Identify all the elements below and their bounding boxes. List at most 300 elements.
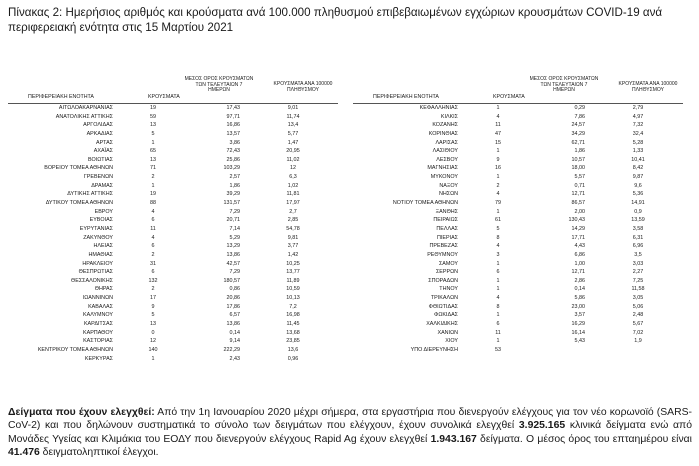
cases-cell: 88: [150, 200, 156, 207]
per100k-cell: 14,91: [631, 200, 645, 207]
cases-cell: 47: [495, 130, 501, 137]
region-header: ΠΕΡΙΦΕΡΕΙΑΚΗ ΕΝΟΤΗΤΑ: [373, 94, 439, 100]
per100k-cell: 10,25: [286, 260, 300, 267]
region-cell: ΛΑΣΙΘΙΟΥ: [432, 148, 458, 155]
table-body: [353, 104, 683, 355]
avg-cell: 5,29: [229, 234, 240, 241]
per100k-cell: 3,58: [632, 225, 644, 232]
per100k-cell: 10,41: [631, 156, 645, 163]
table-row: [353, 199, 683, 208]
cases-cell: 1: [496, 286, 500, 293]
per100k-cell: 9,6: [634, 182, 642, 189]
per100k-cell: 11,58: [631, 286, 645, 293]
per100k-cell: 1,47: [287, 139, 299, 146]
avg-cell: 7,29: [229, 208, 240, 215]
table-row: [353, 346, 683, 355]
avg-cell: 62,71: [571, 139, 585, 146]
cases-cell: 11: [495, 122, 501, 129]
avg-cell: 20,86: [226, 295, 240, 302]
footer-text: δειγματοληπτικοί έλεγχοι.: [39, 447, 159, 459]
table-row: [8, 216, 338, 225]
per100k-cell: 6,96: [632, 243, 644, 250]
cases-cell: 1: [496, 148, 500, 155]
cases-cell: 12: [150, 338, 156, 345]
table-row: [353, 242, 683, 251]
region-cell: ΑΡΓΟΛΙΔΑΣ: [83, 122, 113, 129]
avg-cell: 130,43: [568, 217, 585, 224]
region-cell: ΠΙΕΡΙΑΣ: [436, 234, 458, 241]
per100k-cell: 0,96: [287, 355, 299, 362]
per100k-cell: 8,42: [632, 165, 644, 172]
table-row: [353, 285, 683, 294]
region-cell: ΘΕΣΣΑΛΟΝΙΚΗΣ: [71, 277, 113, 284]
avg-cell: 16,86: [226, 122, 240, 129]
avg-cell: 2,00: [574, 208, 585, 215]
avg-cell: 13,57: [226, 130, 240, 137]
per100k-cell: 1,02: [287, 182, 299, 189]
per100k-cell: 3,5: [634, 251, 642, 258]
per100k-cell: 54,78: [286, 225, 300, 232]
table-row: [353, 294, 683, 303]
per100k-cell: 9,01: [287, 105, 299, 111]
table-row: [353, 234, 683, 243]
per100k-cell: 5,28: [632, 139, 644, 146]
region-header: ΠΕΡΙΦΕΡΕΙΑΚΗ ΕΝΟΤΗΤΑ: [28, 94, 94, 100]
region-cell: ΤΗΝΟΥ: [439, 286, 458, 293]
column-header-row: [353, 94, 683, 103]
table-body: [8, 104, 338, 363]
cases-cell: 5: [151, 130, 155, 137]
footer-text: δείγματα. Ο μέσος όρος του επταημέρου είναι: [476, 433, 692, 445]
region-cell: ΧΑΛΚΙΔΙΚΗΣ: [426, 321, 458, 328]
region-cell: ΗΡΑΚΛΕΙΟΥ: [82, 260, 113, 267]
region-cell: ΝΗΣΩΝ: [438, 191, 458, 198]
per100k-cell: 13,77: [286, 269, 300, 276]
table-row: [353, 164, 683, 173]
region-cell: ΚΑΡΔΙΤΣΑΣ: [83, 321, 113, 328]
table-row: [8, 104, 338, 113]
cases-cell: 132: [148, 277, 158, 284]
cases-cell: 71: [150, 165, 156, 172]
per100k-cell: 13,68: [286, 329, 300, 336]
avg-cell: 16,14: [571, 329, 585, 336]
per100k-cell: 10,59: [286, 286, 300, 293]
per100k-cell: 32,4: [632, 130, 644, 137]
table-row: [8, 242, 338, 251]
table-row: [8, 260, 338, 269]
region-cell: ΣΕΡΡΩΝ: [435, 269, 458, 276]
per100k-cell: 13,59: [631, 217, 645, 224]
avg-cell: 13,86: [226, 321, 240, 328]
avg-cell: 0,86: [229, 286, 240, 293]
table-row: [8, 139, 338, 148]
per100k-cell: 11,45: [286, 321, 300, 328]
cases-cell: 1: [496, 105, 500, 111]
avg-cell: 222,29: [223, 346, 240, 353]
column-header-row: [8, 94, 338, 103]
region-cell: ΧΙΟΥ: [445, 338, 458, 345]
avg-cell: 9,14: [229, 338, 240, 345]
region-cell: ΚΕΝΤΡΙΚΟΥ ΤΟΜΕΑ ΑΘΗΝΩΝ: [37, 346, 113, 353]
per100k-cell: 11,81: [286, 191, 300, 198]
region-cell: ΡΕΘΥΜΝΟΥ: [427, 251, 458, 258]
cases-cell: 13: [150, 122, 156, 129]
avg-cell: 3,86: [229, 139, 240, 146]
table-row: [8, 320, 338, 329]
region-cell: ΕΥΡΥΤΑΝΙΑΣ: [79, 225, 113, 232]
cases-cell: 2: [151, 286, 155, 293]
table-row: [353, 208, 683, 217]
per100k-cell: 1,33: [632, 148, 644, 155]
per100k-cell: 4,97: [632, 113, 644, 120]
table-row: [8, 329, 338, 338]
region-cell: ΑΝΑΤΟΛΙΚΗΣ ΑΤΤΙΚΗΣ: [55, 113, 113, 120]
region-cell: ΕΥΒΟΙΑΣ: [89, 217, 113, 224]
cases-cell: 1: [151, 182, 155, 189]
cases-cell: 4: [151, 208, 155, 215]
table-row: [8, 294, 338, 303]
table-row: [353, 173, 683, 182]
avg-cell: 39,29: [226, 191, 240, 198]
avg-cell: 103,29: [223, 165, 240, 172]
cases-cell: 0: [151, 329, 155, 336]
avg-header-line: ΤΩΝ ΤΕΛΕΥΤΑΙΩΝ 7: [540, 81, 588, 88]
cases-cell: 11: [495, 329, 501, 336]
avg-cell: 6,86: [574, 251, 585, 258]
region-cell: ΒΟΡΕΙΟΥ ΤΟΜΕΑ ΑΘΗΝΩΝ: [44, 165, 113, 172]
per100k-cell: 23,85: [286, 338, 300, 345]
avg-cell: 86,57: [571, 200, 585, 207]
avg-cell: 16,29: [571, 321, 585, 328]
table-row: [353, 225, 683, 234]
per100k-cell: 5,06: [632, 303, 644, 310]
table-row: [353, 113, 683, 122]
avg-header-line: ΜΕΣΟΣ ΟΡΟΣ ΚΡΟΥΣΜΑΤΩΝ: [529, 76, 599, 82]
table-row: [8, 268, 338, 277]
region-cell: ΠΡΕΒΕΖΑΣ: [429, 243, 458, 250]
table-row: [8, 251, 338, 260]
avg-cell: 12,71: [571, 191, 585, 198]
rapid-total: 1.943.167: [430, 433, 477, 445]
avg-cell: 1,00: [574, 260, 585, 267]
cases-cell: 1: [151, 355, 155, 362]
per100k-cell: 2,48: [632, 312, 644, 319]
table-row: [8, 277, 338, 286]
table-row: [353, 268, 683, 277]
cases-cell: 59: [150, 113, 156, 120]
avg-cell: 5,86: [574, 295, 585, 302]
per100k-cell: 7,25: [632, 277, 644, 284]
table-row: [8, 182, 338, 191]
avg-tests: 41.476: [8, 447, 40, 459]
region-cell: ΚΑΛΥΜΝΟΥ: [83, 312, 113, 319]
region-cell: ΕΒΡΟΥ: [94, 208, 113, 215]
region-cell: ΣΑΜΟΥ: [438, 260, 458, 267]
region-cell: ΝΟΤΙΟΥ ΤΟΜΕΑ ΑΘΗΝΩΝ: [392, 200, 458, 207]
region-cell: ΚΕΡΚΥΡΑΣ: [84, 355, 113, 362]
table-row: [8, 208, 338, 217]
table-row: [353, 303, 683, 312]
per100k-cell: 11,74: [286, 113, 300, 120]
avg-cell: 10,57: [571, 156, 585, 163]
region-cell: ΛΕΣΒΟΥ: [436, 156, 458, 163]
cases-cell: 3: [496, 251, 500, 258]
avg-cell: 2,86: [574, 277, 585, 284]
region-cell: ΚΑΣΤΟΡΙΑΣ: [83, 338, 113, 345]
table-row: [353, 320, 683, 329]
table-row: [353, 251, 683, 260]
table-row: [8, 121, 338, 130]
region-cell: ΔΥΤΙΚΗΣ ΑΤΤΙΚΗΣ: [67, 191, 113, 198]
per100k-cell: 3,05: [632, 295, 644, 302]
cases-cell: 5: [151, 312, 155, 319]
avg-cell: 18,00: [571, 165, 585, 172]
per100k-cell: 1,9: [634, 338, 642, 345]
cases-cell: 6: [496, 269, 500, 276]
region-cell: ΙΩΑΝΝΙΝΩΝ: [82, 295, 113, 302]
avg-cell: 3,57: [574, 312, 585, 319]
cases-cell: 53: [495, 346, 501, 353]
avg-cell: 4,43: [574, 243, 585, 250]
per100k-cell: 10,13: [286, 295, 300, 302]
per100k-cell: 6,3: [289, 174, 297, 181]
cases-cell: 31: [150, 260, 156, 267]
table-row: [8, 130, 338, 139]
cases-cell: 6: [151, 243, 155, 250]
per100k-cell: 20,95: [286, 148, 300, 155]
table-row: [8, 285, 338, 294]
cases-cell: 8: [496, 303, 500, 310]
cases-cell: 4: [496, 113, 500, 120]
region-cell: ΓΡΕΒΕΝΩΝ: [83, 174, 113, 181]
region-cell: ΠΕΛΛΑΣ: [436, 225, 458, 232]
per100k-cell: 5,77: [287, 130, 299, 137]
cases-cell: 6: [496, 321, 500, 328]
table-row: [8, 234, 338, 243]
cases-cell: 6: [151, 217, 155, 224]
per100k-header-line: ΠΛΗΘΥΣΜΟΥ: [632, 86, 664, 93]
avg-cell: 24,57: [571, 122, 585, 129]
per100k-cell: 2,7: [289, 208, 297, 215]
per100k-cell: 0,9: [634, 208, 642, 215]
per100k-cell: 7,2: [289, 303, 297, 310]
region-cell: ΜΑΓΝΗΣΙΑΣ: [427, 165, 458, 172]
per100k-cell: 5,36: [632, 191, 644, 198]
avg-cell: 12,71: [571, 269, 585, 276]
region-cell: ΥΠΟ ΔΙΕΡΕΥΝΗΣΗ: [410, 346, 458, 353]
avg-cell: 5,57: [574, 174, 585, 181]
cases-cell: 79: [495, 200, 501, 207]
table-row: [8, 113, 338, 122]
region-cell: ΦΘΙΩΤΙΔΑΣ: [428, 303, 458, 310]
table-row: [8, 355, 338, 364]
table-row: [353, 156, 683, 165]
table-row: [8, 190, 338, 199]
avg-header-line: ΜΕΣΟΣ ΟΡΟΣ ΚΡΟΥΣΜΑΤΩΝ: [184, 76, 254, 82]
table-row: [353, 104, 683, 113]
cases-cell: 4: [496, 295, 500, 302]
per100k-cell: 11,02: [286, 156, 300, 163]
avg-cell: 7,14: [229, 225, 240, 232]
per100k-cell: 6,31: [632, 234, 644, 241]
avg-cell: 97,71: [226, 113, 240, 120]
region-cell: ΧΑΝΙΩΝ: [437, 329, 458, 336]
region-cell: ΚΙΛΚΙΣ: [440, 113, 458, 120]
avg-cell: 13,86: [226, 251, 240, 258]
cases-cell: 19: [150, 105, 156, 111]
table-row: [353, 329, 683, 338]
table-title: Πίνακας 2: Ημερήσιος αριθμός και κρούσματα ανά 100.000 πληθυσμού επιβεβαιωμένων εγχώριων κρουσμάτων COVID-19 ανά περιφερειακή ενότητα στις 15 Μαρτίου 2021: [8, 6, 663, 34]
table-row: [353, 190, 683, 199]
cases-cell: 65: [150, 148, 156, 155]
cases-cell: 4: [151, 234, 155, 241]
avg-cell: 180,57: [223, 277, 240, 284]
footer-text: Από την 1η Ιανουαρίου 2020 μέχρι σήμερα, στα εργαστήρια που διενεργούν ελέγχους για τον νέο κορωνοϊό (SARS-CoV-2) και που δηλώνουν συστηματικά το σύνολο των δειγμάτων που ελέγχουν, έχουν συνολικά ελεγχθεί: [8, 407, 693, 432]
cases-cell: 2: [151, 174, 155, 181]
avg-cell: 2,57: [229, 174, 240, 181]
avg-cell: 20,71: [226, 217, 240, 224]
per100k-cell: 17,97: [286, 200, 300, 207]
cases-cell: 16: [495, 165, 501, 172]
per100k-cell: 2,85: [287, 217, 299, 224]
region-cell: ΔΥΤΙΚΟΥ ΤΟΜΕΑ ΑΘΗΝΩΝ: [45, 200, 113, 207]
per100k-header-line: ΚΡΟΥΣΜΑΤΑ ΑΝΑ 100000: [618, 81, 678, 87]
region-cell: ΑΙΤΩΛΟΑΚΑΡΝΑΝΙΑΣ: [58, 105, 113, 111]
cases-header: ΚΡΟΥΣΜΑΤΑ: [493, 94, 525, 100]
table-row: [8, 147, 338, 156]
region-cell: ΑΡΚΑΔΙΑΣ: [86, 130, 113, 137]
avg-cell: 72,43: [226, 148, 240, 155]
cases-cell: 2: [496, 182, 500, 189]
avg-cell: 1,86: [574, 148, 585, 155]
per100k-cell: 13,4: [287, 122, 299, 129]
region-cell: ΚΑΒΑΛΑΣ: [88, 303, 113, 310]
region-cell: ΛΑΡΙΣΑΣ: [435, 139, 458, 146]
table-row: [353, 130, 683, 139]
avg-cell: 17,86: [226, 303, 240, 310]
avg-header-line: ΗΜΕΡΩΝ: [553, 87, 575, 94]
cases-cell: 6: [151, 269, 155, 276]
cases-cell: 140: [148, 346, 158, 353]
footer-paragraph: [8, 406, 692, 460]
per100k-cell: 1,42: [287, 251, 299, 258]
region-cell: ΘΕΣΠΡΩΤΙΑΣ: [78, 269, 113, 276]
cases-cell: 2: [151, 251, 155, 258]
per100k-cell: 2,79: [632, 105, 644, 111]
region-cell: ΑΡΤΑΣ: [95, 139, 113, 146]
avg-header-line: ΤΩΝ ΤΕΛΕΥΤΑΙΩΝ 7: [195, 81, 243, 88]
table-row: [8, 164, 338, 173]
table-row: [8, 346, 338, 355]
footer-label: Δείγματα που έχουν ελεγχθεί:: [8, 407, 155, 418]
table-row: [353, 139, 683, 148]
table-row: [8, 199, 338, 208]
cases-cell: 4: [496, 191, 500, 198]
per100k-cell: 13,6: [287, 346, 299, 353]
region-cell: ΒΟΙΩΤΙΑΣ: [87, 156, 113, 163]
cases-cell: 1: [496, 260, 500, 267]
per100k-cell: 11,89: [286, 277, 300, 284]
region-cell: ΠΕΙΡΑΙΩΣ: [433, 217, 458, 224]
per100k-cell: 16,98: [286, 312, 300, 319]
avg-cell: 23,00: [571, 303, 585, 310]
cases-cell: 4: [496, 243, 500, 250]
table-row: [8, 173, 338, 182]
avg-cell: 17,43: [226, 105, 240, 111]
region-cell: ΞΑΝΘΗΣ: [435, 208, 458, 215]
region-cell: ΘΗΡΑΣ: [94, 286, 113, 293]
region-cell: ΚΑΡΠΑΘΟΥ: [83, 329, 113, 336]
cases-cell: 11: [150, 225, 156, 232]
cases-cell: 13: [150, 321, 156, 328]
avg-cell: 5,43: [574, 338, 585, 345]
table-row: [8, 337, 338, 346]
cases-cell: 9: [151, 303, 155, 310]
region-cell: ΗΛΕΙΑΣ: [93, 243, 113, 250]
region-cell: ΖΑΚΥΝΘΟΥ: [83, 234, 113, 241]
table-row: [353, 260, 683, 269]
avg-cell: 0,14: [229, 329, 240, 336]
region-cell: ΑΧΑΪΑΣ: [93, 148, 113, 155]
table-row: [353, 147, 683, 156]
cases-cell: 1: [496, 174, 500, 181]
avg-cell: 17,71: [571, 234, 585, 241]
table-row: [8, 303, 338, 312]
per100k-cell: 3,77: [287, 243, 299, 250]
cases-cell: 8: [496, 234, 500, 241]
avg-cell: 131,57: [223, 200, 240, 207]
region-cell: ΚΟΖΑΝΗΣ: [432, 122, 458, 129]
region-cell: ΤΡΙΚΑΛΩΝ: [430, 295, 458, 302]
region-cell: ΦΩΚΙΔΑΣ: [434, 312, 458, 319]
cases-cell: 9: [496, 156, 500, 163]
table-row: [8, 156, 338, 165]
table-row: [8, 225, 338, 234]
pcr-total: 3.925.165: [518, 420, 566, 432]
avg-cell: 0,29: [574, 105, 585, 111]
avg-cell: 1,86: [229, 182, 240, 189]
region-cell: ΜΥΚΟΝΟΥ: [430, 174, 458, 181]
per100k-cell: 9,81: [287, 234, 299, 241]
per100k-cell: 3,03: [632, 260, 644, 267]
cases-header: ΚΡΟΥΣΜΑΤΑ: [148, 94, 180, 100]
per100k-cell: 7,02: [632, 329, 644, 336]
cases-cell: 61: [495, 217, 501, 224]
table-row: [353, 277, 683, 286]
cases-cell: 1: [496, 277, 500, 284]
avg-cell: 42,57: [226, 260, 240, 267]
per100k-cell: 9,87: [632, 174, 644, 181]
cases-cell: 5: [496, 225, 500, 232]
table-row: [353, 182, 683, 191]
avg-cell: 7,29: [229, 269, 240, 276]
cases-cell: 19: [150, 191, 156, 198]
region-cell: ΔΡΑΜΑΣ: [91, 182, 113, 189]
region-cell: ΝΑΞΟΥ: [439, 182, 458, 189]
cases-cell: 17: [150, 295, 156, 302]
table-row: [353, 121, 683, 130]
cases-cell: 13: [150, 156, 156, 163]
avg-cell: 2,43: [229, 355, 240, 362]
cases-cell: 1: [496, 208, 500, 215]
cases-cell: 1: [496, 312, 500, 319]
table-row: [353, 216, 683, 225]
footer-text: κλινικά δείγματα ενώ από Μονάδες Υγείας και Κλιμάκια του ΕΟΔΥ που διενεργούν ελέγχους Rapid Ag έχουν ελεγχθεί: [8, 420, 692, 445]
table-row: [353, 311, 683, 320]
avg-cell: 0,71: [574, 182, 585, 189]
cases-cell: 15: [495, 139, 501, 146]
per100k-cell: 5,67: [632, 321, 644, 328]
